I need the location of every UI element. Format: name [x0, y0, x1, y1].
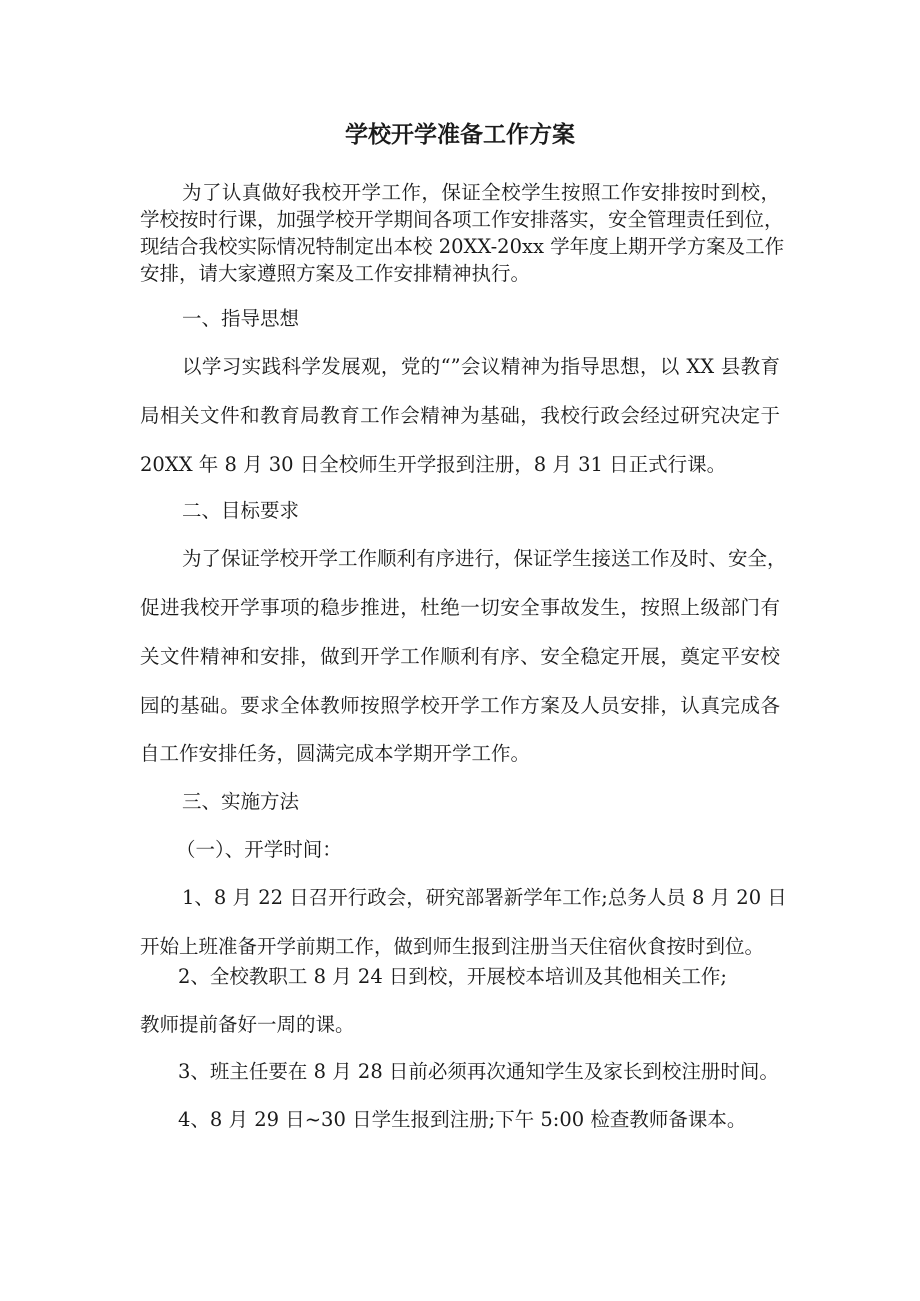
subsection-heading-start-time: （一）、开学时间： [176, 838, 342, 861]
section-heading-guiding-ideology: 一、指导思想 [182, 307, 300, 330]
section1-line: 以学习实践科学发展观，党的“”会议精神为指导思想，以 XX 县教育 [182, 355, 780, 378]
section-heading-goals: 二、目标要求 [182, 499, 300, 522]
intro-line: 学校按时行课，加强学校开学期间各项工作安排落实，安全管理责任到位， [140, 208, 784, 231]
item1-line: 开始上班准备开学前期工作，做到师生报到注册当天住宿伙食按时到位。 [140, 935, 765, 958]
item4-line: 4、8 月 29 日~30 日学生报到注册;下午 5:00 检查教师备课本。 [178, 1108, 747, 1131]
section2-line: 关文件精神和安排，做到开学工作顺利有序、安全稳定开展，奠定平安校 [140, 645, 780, 668]
document-title: 学校开学准备工作方案 [345, 122, 575, 148]
section2-line: 园的基础。要求全体教师按照学校开学工作方案及人员安排，认真完成各 [140, 694, 780, 717]
section-heading-methods: 三、实施方法 [182, 790, 300, 813]
intro-line: 安排，请大家遵照方案及工作安排精神执行。 [140, 262, 531, 285]
intro-line: 现结合我校实际情况特制定出本校 20XX-20xx 学年度上期开学方案及工作 [140, 235, 785, 258]
section1-line: 20XX 年 8 月 30 日全校师生开学报到注册，8 月 31 日正式行课。 [140, 453, 727, 476]
item2-line: 2、全校教职工 8 月 24 日到校，开展校本培训及其他相关工作; [178, 965, 727, 988]
section2-line: 自工作安排任务，圆满完成本学期开学工作。 [140, 742, 531, 765]
section2-line: 促进我校开学事项的稳步推进，杜绝一切安全事故发生，按照上级部门有 [140, 596, 780, 619]
item1-line: 1、8 月 22 日召开行政会，研究部署新学年工作;总务人员 8 月 20 日 [182, 886, 787, 909]
item2-line: 教师提前备好一周的课。 [140, 1013, 355, 1036]
intro-line: 为了认真做好我校开学工作，保证全校学生按照工作安排按时到校， [182, 181, 780, 204]
item3-line: 3、班主任要在 8 月 28 日前必须再次通知学生及家长到校注册时间。 [178, 1060, 779, 1083]
section1-line: 局相关文件和教育局教育工作会精神为基础，我校行政会经过研究决定于 [140, 404, 780, 427]
section2-line: 为了保证学校开学工作顺利有序进行，保证学生接送工作及时、安全， [182, 547, 787, 570]
